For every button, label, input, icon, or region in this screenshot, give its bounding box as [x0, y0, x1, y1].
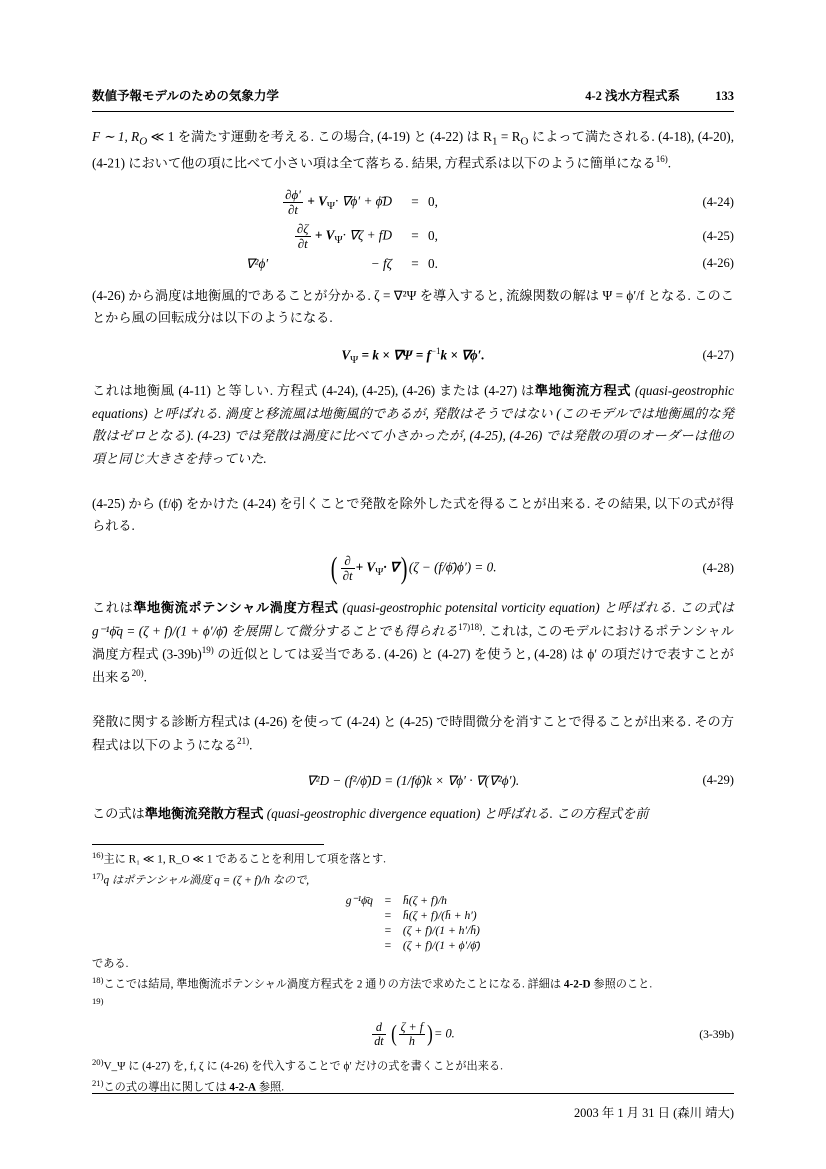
footnote-19: [92, 995, 734, 1015]
partial-fraction-zeta: $\frac{\partial\zeta}{\partial t}$: [296, 220, 309, 251]
footnote-16-mark: 16): [92, 849, 104, 860]
paragraph-3-text-a: これは地衡風 (4-11) と等しい. 方程式 (4-24), (4-25), (4-26) または (4-27) は: [92, 382, 535, 398]
equation-4-26-lhs: ∇²ϕ′ − fζ: [245, 255, 392, 271]
footnote-19-mark: 19): [92, 996, 104, 1007]
paragraph-7-text-b: (quasi-geostrophic divergence equation) と呼ばれる. この方程式を前: [263, 805, 649, 821]
footnote-18: [92, 974, 734, 994]
footnote-18-ref: 4-2-D: [563, 979, 591, 992]
paragraph-6-text-b: .: [249, 737, 253, 753]
paragraph-6: [92, 711, 734, 757]
footnote-17-mark: 17): [92, 870, 104, 881]
equation-4-26: [92, 256, 734, 272]
paragraph-5-text-b: (quasi-geostrophic potensital vorticity equation) と呼ばれる. この式は g⁻¹ϕ̄q = (ζ + f)/(1 + ϕ′/ϕ̄) を展開して微分することでも得られる: [92, 600, 734, 639]
paragraph-7: [92, 803, 734, 826]
footnote-18-text-b: 参照のこと.: [590, 979, 653, 992]
page-number: 133: [715, 89, 734, 103]
footnote-16-text: 主に R₁ ≪ 1, R_O ≪ 1 であることを利用して項を落とす.: [103, 853, 386, 866]
book-title: 数値予報モデルのための気象力学: [92, 89, 279, 103]
equation-4-24-tag: (4-24): [702, 194, 734, 209]
equation-4-27-tag: (4-27): [702, 348, 734, 363]
paragraph-1-text-d: = R: [497, 129, 521, 144]
footnote-16: [92, 849, 734, 869]
footnote-20: [92, 1056, 734, 1076]
equation-4-28-tag: (4-28): [702, 561, 734, 576]
equation-4-25-tag: (4-25): [702, 228, 734, 243]
footnote-17-equation-rhs-1: h̄(ζ + f)/h: [402, 893, 447, 907]
footnote-17-equation-rhs-3: (ζ + f)/(1 + h′/h̄): [402, 924, 480, 938]
running-head: [92, 86, 734, 112]
paragraph-5-text-e: .: [143, 669, 147, 685]
equation-4-24: [92, 188, 734, 217]
footnote-ref-16: 16): [655, 153, 668, 164]
equation-4-27: [92, 346, 734, 366]
footnote-18-mark: 18): [92, 975, 104, 986]
footnote-17-equation-row: [343, 923, 484, 938]
footnote-18-text-a: ここでは結局, 準地衡流ポテンシャル渦度方程式を 2 通りの方法で求めたことになる. 詳細は: [103, 979, 564, 992]
footnote-17-equation-rel-1: =: [384, 893, 392, 907]
paragraph-1-sub-o: O: [139, 135, 148, 148]
equation-4-29: [92, 773, 734, 789]
equation-4-24-rhs: 0,: [428, 194, 438, 210]
paragraph-5: [92, 597, 734, 689]
footnote-separator: [92, 844, 324, 845]
zeta-plus-f-over-h: $\frac{\zeta + f}{h}$: [400, 1020, 424, 1049]
equation-4-25-lhs: $\frac{\partial\zeta}{\partial t}$ + $V_\Psi\cdot \nabla\zeta$ + fD: [296, 220, 392, 251]
paragraph-6-text-a: 発散に関する診断方程式は (4-26) を使って (4-24) と (4-25) で時間微分を消すことで得ることが出来る. その方程式は以下のようになる: [92, 714, 734, 753]
equation-3-39b-tag: (3-39b): [699, 1028, 734, 1042]
footnote-17-equation-row: [343, 908, 484, 923]
equation-4-28: [92, 551, 734, 586]
paragraph-3-text-b: (quasi-geostrophic equations) と呼ばれる. 渦度と移流風は地衡風的であるが, 発散はそうではない (このモデルでは地衡風的な発散はゼロとなる). (4-23) では発散は渦度に比べて小さかったが, (4-25), (4-26) では発散の項のオーダーは他の項と同じ大きさを持っていた.: [92, 382, 734, 467]
equation-4-24-relation: =: [411, 194, 419, 210]
footnote-17-after: である.: [92, 958, 129, 971]
paragraph-1-text-a: F ∼ 1, R: [92, 129, 140, 144]
equation-3-39b-body: $\frac{d}{dt}$ ( $\frac{\zeta + f}{h}$ )= 0.: [374, 1020, 455, 1049]
footnote-21-text-a: この式の導出に関しては: [103, 1082, 230, 1095]
paragraph-3: [92, 380, 734, 471]
equation-4-29-tag: (4-29): [702, 773, 734, 788]
section-title: 4-2 浅水方程式系: [585, 89, 680, 103]
equation-3-39b: [92, 1021, 734, 1048]
equation-4-25-rhs: 0,: [428, 228, 438, 244]
footnote-17-equation-lhs: g⁻¹ϕ̄q: [345, 894, 373, 908]
equation-4-26-tag: (4-26): [702, 256, 734, 271]
equation-group-424-426: [92, 188, 734, 272]
partial-fraction-dt: $\frac{\partial}{\partial t}$: [342, 553, 353, 584]
equation-4-29-body: ∇²D − (f²/ϕ̄)D = (1/fϕ̄)k × ∇ϕ′ · ∇(∇²ϕ′).: [306, 772, 520, 788]
paragraph-2: (4-26) から渦度は地衡風的であることが分かる. ζ = ∇²Ψ を導入すると, 流線関数の解は Ψ = ϕ′/f となる. このことから風の回転成分は以下のようになる.: [92, 287, 734, 326]
d-dt-fraction: $\frac{d}{dt}$: [374, 1020, 384, 1049]
footnote-17-equation-rel-3: =: [384, 924, 392, 938]
page-footer: [92, 1093, 734, 1121]
paragraph-7-text-a: この式は: [92, 805, 145, 821]
paragraph-1-text-g: .: [667, 154, 672, 170]
footnote-21-text-b: 参照.: [256, 1082, 285, 1095]
footnote-17-text: q はポテンシャル渦度 q = (ζ + f)/h なので,: [103, 874, 310, 887]
footnote-ref-19: 19): [201, 644, 214, 655]
footnote-ref-21: 21): [237, 735, 250, 746]
footnote-20-mark: 20): [92, 1057, 104, 1068]
right-paren: ): [427, 1021, 433, 1048]
paragraph-1-text-b: ≪ 1 を満たす運動を考える. この場合, (4-19) と (4-22) は R: [147, 129, 492, 144]
equation-4-27-body: $V_\Psi = k \times \nabla\Psi = f^{-1}k \times \nabla\phi'$.: [341, 345, 485, 366]
paragraph-5-term: 準地衡流ポテンシャル渦度方程式: [133, 600, 339, 616]
footnote-ref-18: 18): [470, 621, 483, 632]
left-paren: (: [390, 1021, 397, 1048]
footnote-20-text: V_Ψ に (4-27) を, f, ζ に (4-26) を代入することで ϕ′ だけの式を書くことが出来る.: [103, 1061, 503, 1073]
equation-4-26-rhs: 0.: [428, 255, 438, 271]
footnote-21-ref: 4-2-A: [229, 1082, 257, 1095]
equation-4-24-lhs: $\frac{\partial\phi'}{\partial t}$ + $V_\Psi\cdot \nabla\phi'$ + ϕ̄D: [285, 186, 392, 217]
paragraph-4: (4-25) から (f/ϕ̄) をかけた (4-24) を引くことで発散を除外した式を得ることが出来る. その結果, 以下の式が得られる.: [92, 495, 734, 534]
paragraph-5-text-d: の近似としては妥当である. (4-26) と (4-27) を使うと, (4-28) は ϕ′ の項だけで表すことが出来る: [92, 646, 734, 685]
footnote-17-equation-rhs-2: h̄(ζ + f)/(h̄ + h′): [402, 909, 477, 923]
footer-date: 2003 年 1 月 31 日 (森川 靖大): [573, 1106, 734, 1120]
equation-4-26-relation: =: [411, 255, 419, 271]
footnote-17-equation-row: [343, 892, 484, 908]
footnote-17-equation-rel-4: =: [384, 939, 392, 953]
paragraph-1-sub-1: 1: [491, 135, 498, 148]
footnote-ref-17: 17): [458, 621, 471, 632]
footer-rule: [92, 1093, 734, 1094]
footnote-17-equation-rhs-4: (ζ + f)/(1 + ϕ′/ϕ̄): [402, 939, 481, 953]
footnote-17-equation-rel-2: =: [384, 909, 392, 923]
footnote-ref-20: 20): [131, 668, 144, 678]
footnote-17-equation: [343, 892, 484, 953]
paragraph-5-text-a: これは: [92, 600, 134, 616]
paragraph-1-text-f: によって満たされる. (4-18), (4-20), (4-21) において他の項に比べて小さい項は全て落ちる. 結果, 方程式系は以下のように簡単になる: [92, 129, 734, 170]
left-paren: (: [331, 551, 338, 586]
equation-4-25: [92, 222, 734, 251]
equation-4-25-relation: =: [411, 228, 419, 244]
paragraph-1: [92, 126, 734, 175]
footnote-17: [92, 870, 734, 890]
right-paren: ): [400, 551, 408, 586]
paragraph-1-sub-o2: O: [520, 135, 529, 148]
partial-fraction-phi: $\frac{\partial\phi'}{\partial t}$: [285, 186, 301, 217]
footnote-21-mark: 21): [92, 1078, 104, 1089]
paragraph-5-text-c: . これは, このモデルにおけるポテンシャル渦度方程式 (3-39b): [92, 623, 734, 662]
paragraph-7-term: 準地衡流発散方程式: [144, 805, 264, 821]
paragraph-3-term: 準地衡流方程式: [534, 382, 631, 398]
footnote-17-equation-row: [343, 938, 484, 953]
equation-4-28-body: ( $\frac{\partial}{\partial t}$ + $V_\Psi\cdot$ ∇) (ζ − (f/ϕ̄)ϕ′) = 0.: [331, 551, 497, 586]
